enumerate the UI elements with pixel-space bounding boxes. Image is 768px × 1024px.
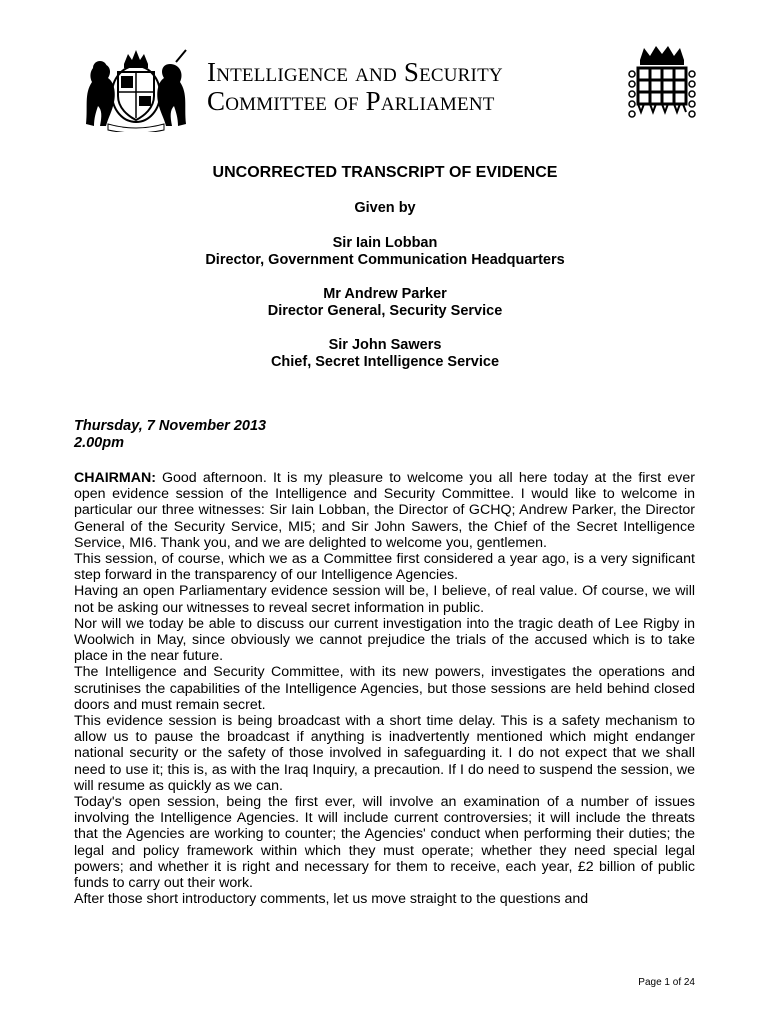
transcript-body	[74, 470, 695, 907]
witness-name: Mr Andrew Parker	[323, 286, 447, 302]
paragraph: Nor will we today be able to discuss our current investigation into the tragic death of Lee Rigby in Woolwich in May, since obviously we cannot prejudice the trials of the accused which is to take place in the near future.	[74, 615, 695, 665]
session-date-time	[74, 418, 474, 452]
royal-coat-of-arms-logo	[78, 46, 194, 132]
speaker-label: CHAIRMAN:	[74, 470, 156, 486]
witness-3	[60, 337, 710, 371]
paragraph: This evidence session is being broadcast with a short time delay. This is a safety mechanism to allow us to pause the broadcast if anything is inadvertently mentioned which might endanger national security or the safety of those involved in safeguarding it. I do not expect that we shall need to use it; this is, as with the Iraq Inquiry, a precaution. If I do need to suspend the session, we will resume as quickly as we can.	[74, 713, 695, 794]
paragraph: Today's open session, being the first ever, will involve an examination of a number of issues involving the Intelligence Agencies. It will include current controversies; it will include the threats that the Agencies are working to counter; the Agencies' conduct when performing their duties; the legal and policy framework within which they must operate; whether they need special legal powers; and whether it is right and necessary for them to receive, each year, £2 billion of public funds to carry out their work.	[74, 794, 695, 892]
document-title: UNCORRECTED TRANSCRIPT OF EVIDENCE	[212, 164, 558, 181]
paragraph-text: Good afternoon. It is my pleasure to welcome you all here today at the first ever open evidence session of the Intelligence and Security Committee. I would like to welcome in particular our three witnesses: Sir Iain Lobban, the Director of GCHQ; Andrew Parker, the Director General of the Security Service, MI5; and Sir John Sawers, the Chief of the Secret Intelligence Service, MI6. Thank you, and we are delighted to welcome you, gentlemen.	[74, 470, 695, 551]
witness-1	[60, 235, 710, 269]
paragraph: After those short introductory comments, let us move straight to the questions and	[74, 891, 589, 908]
witness-name: Sir John Sawers	[328, 337, 442, 353]
session-date: Thursday, 7 November 2013	[74, 418, 267, 434]
session-time: 2.00pm	[74, 435, 124, 451]
committee-name-line-1: Intelligence and Security	[207, 57, 503, 87]
paragraph: The Intelligence and Security Committee, with its new powers, investigates the operations and scrutinises the capabilities of the Intelligence Agencies, but those sessions are held behind closed doors and must remain secret.	[74, 664, 695, 713]
given-by-label: Given by	[354, 200, 416, 216]
paragraph: Having an open Parliamentary evidence session will be, I believe, of real value. Of course, we will not be asking our witnesses to reveal secret information in public.	[74, 583, 695, 616]
witness-role: Chief, Secret Intelligence Service	[270, 354, 500, 370]
witness-role: Director, Government Communication Headquarters	[205, 252, 565, 268]
witness-2	[60, 286, 710, 320]
paragraph: This session, of course, which we as a Committee first considered a year ago, is a very significant step forward in the transparency of our Intelligence Agencies.	[74, 551, 695, 584]
title-block	[60, 164, 710, 388]
witness-role: Director General, Security Service	[267, 303, 503, 319]
witness-name: Sir Iain Lobban	[332, 235, 438, 251]
page-number: Page 1 of 24	[638, 977, 695, 988]
committee-name-line-2: Committee of Parliament	[207, 86, 495, 116]
portcullis-logo	[626, 44, 698, 126]
paragraph	[74, 470, 695, 551]
committee-name	[207, 58, 607, 116]
